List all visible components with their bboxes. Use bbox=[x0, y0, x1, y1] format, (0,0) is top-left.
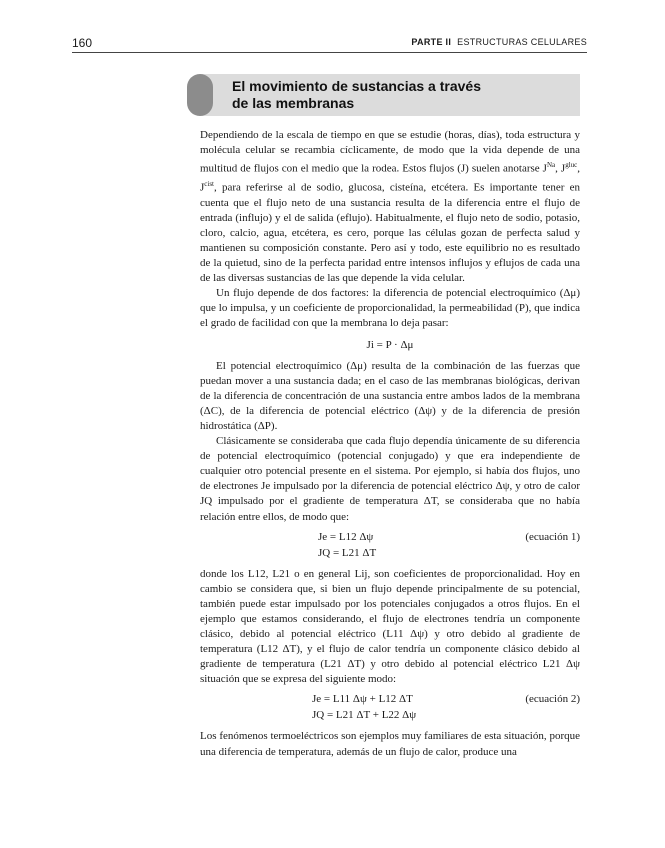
paragraph-4: Clásicamente se consideraba que cada flujo dependía únicamente de su diferencia de potencial electroquímico (potencial conjugado) y que era independiente de cualquier otro potencial presente en el sistema. Por ejemplo, si había dos flujos, uno de electrones Je impulsado por la diferencia de potencial eléctrico Δψ, y otro de calor JQ impulsado por el gradiente de temperatura ΔT, se consideraba que no había relación entre ellos, de modo que: bbox=[200, 435, 580, 523]
equation-2-line-a: Je = L11 Δψ + L12 ΔT bbox=[312, 693, 413, 706]
equation-1-line-b: JQ = L21 ΔT bbox=[318, 546, 377, 559]
page-number: 160 bbox=[72, 36, 93, 50]
paragraph-3: El potencial electroquímico (Δμ) resulta de la combinación de las fuerzas que puedan mover a una sustancia dada; en el caso de las membranas biológicas, derivan de la diferencia de concentración de una sustancia entre ambos lados de la membrana (ΔC), de la diferencia de potencial eléctrico (Δψ) y de la diferencia de presión hidrostática (ΔP). bbox=[200, 359, 580, 432]
equation-1-label: (ecuación 1) bbox=[525, 530, 580, 543]
paragraph-6: Los fenómenos termoeléctricos son ejemplos muy familiares de esta situación, porque una diferencia de temperatura, además de un flujo de calor, produce una bbox=[200, 730, 580, 758]
paragraph-2: Un flujo depende de dos factores: la diferencia de potencial electroquímico (Δμ) que lo impulsa, y un coeficiente de proporcionalidad, la permeabilidad (P), que indica el grado de facilidad con que la membrana lo deja pasar: bbox=[200, 287, 580, 330]
equation-flux: Ji = P · Δμ bbox=[366, 338, 414, 351]
equation-2 bbox=[200, 692, 580, 724]
paragraph-5: donde los L12, L21 o en general Lij, son coeficientes de proporcionalidad. Hoy en cambio se considera que, si bien un flujo depende principalmente de su potencial, también puede estar impulsado por los potenciales conjugados a otros flujos. En el ejemplo que estamos considerando, el flujo de electrones tendría un componente clásico, debido al potencial eléctrico (L11 Δψ) y otro debido al gradiente de temperatura (L12 ΔT), y el flujo de calor tendría un componente clásico debido al gradiente de temperatura (L21 ΔT) y otro debido al potencial eléctrico L21 Δψ situación que se expresa del siguiente modo: bbox=[200, 567, 580, 686]
title-line-1: El movimiento de sustancias a través bbox=[232, 78, 481, 94]
section-label: ESTRUCTURAS CELULARES bbox=[457, 37, 587, 47]
part-label: PARTE II bbox=[411, 37, 452, 47]
title-line-2: de las membranas bbox=[232, 95, 355, 111]
section-title bbox=[232, 78, 572, 112]
section-title-box bbox=[200, 74, 580, 116]
equation-1-line-a: Je = L12 Δψ bbox=[318, 530, 374, 543]
equation-2-line-b: JQ = L21 ΔT + L22 Δψ bbox=[312, 709, 417, 722]
equation-1 bbox=[200, 530, 580, 562]
running-header bbox=[72, 36, 587, 52]
equation-2-label: (ecuación 2) bbox=[525, 693, 580, 706]
title-tab-decoration bbox=[187, 74, 213, 116]
paragraph-1: Dependiendo de la escala de tiempo en que se estudie (horas, días), toda estructura y molécula celular se recambia cíclicamente, de modo que la vida depende de una multitud de flujos con el medio que la rodea. Estos flujos (J) suelen anotarse $J^{Na}$, $J^{gluc}$, $J^{cist}$, para referirse al de sodio, glucosa, cisteína, etcétera. Es importante tener en cuenta que el flujo neto de una sustancia resulta de la diferencia entre el flujo de entrada (influjo) y el de salida (eflujo). Habitualmente, el flujo neto de sodio, potasio, cloro, calcio, agua, etcétera, es cero, porque las células gozan de perfecta salud y mantienen su composición constante. Pero así y todo, este equilibrio no es resultado de la quietud, sino de la perfecta paridad entre intensos influjos y eflujos de cada una de las diversas sustancias de las que depende la vida celular. bbox=[200, 129, 581, 285]
body-text bbox=[200, 128, 580, 760]
running-title bbox=[411, 37, 587, 47]
header-rule bbox=[72, 52, 587, 53]
